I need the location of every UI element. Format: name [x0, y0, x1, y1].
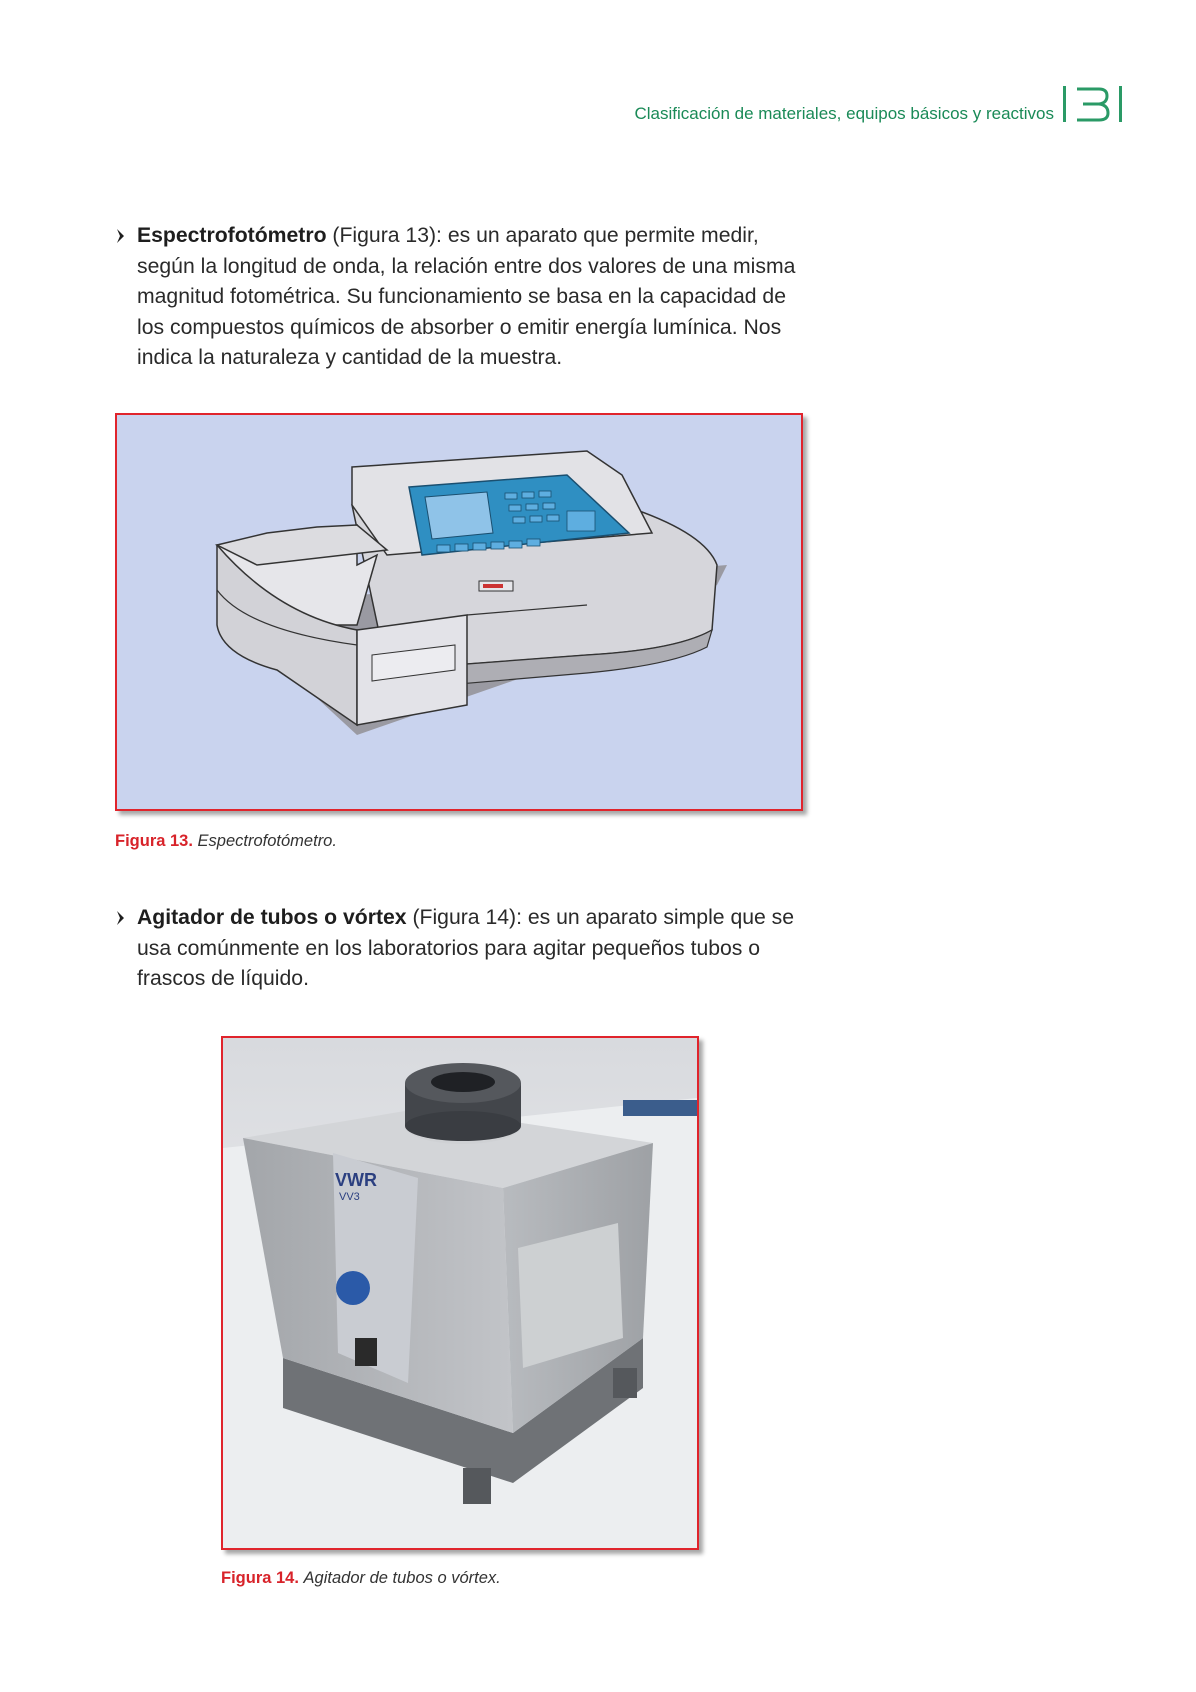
figure-label: Figura 14.: [221, 1569, 299, 1587]
figure-caption-text: Espectrofotómetro.: [197, 832, 337, 850]
term-espectrofotometro: Espectrofotómetro: [137, 224, 327, 247]
paragraph-text: : es un aparato que permite medir, según la longitud de onda, la relación entre dos valores de una misma magnitud fotométrica. Su funcionamiento se basa en la capacidad de los compuestos químicos de absorber o emitir energía lumínica. Nos indica la naturaleza y cantidad de la muestra.: [137, 224, 796, 369]
chapter-title: Clasificación de materiales, equipos básicos y reactivos: [634, 104, 1054, 123]
paragraph-espectrofotometro: [137, 221, 802, 374]
figure-13-caption: [115, 832, 337, 851]
figure-ref: (Figura 13): [326, 224, 437, 247]
vortex-mixer-photo: [223, 1038, 697, 1548]
figure-13-image: [115, 413, 803, 811]
svg-text:VV3: VV3: [339, 1191, 360, 1203]
figure-caption-text: Agitador de tubos o vórtex.: [303, 1569, 501, 1587]
figure-ref: (Figura 14): [406, 906, 517, 929]
svg-text:VWR: VWR: [335, 1170, 377, 1190]
figure-14-photo: [221, 1036, 699, 1550]
term-vortex: Agitador de tubos o vórtex: [137, 906, 407, 929]
figure-label: Figura 13.: [115, 832, 193, 850]
spectrophotometer-illustration: [117, 415, 801, 809]
paragraph-text: : es un aparato simple que se usa comúnmente en los laboratorios para agitar pequeños tubos o frascos de líquido.: [137, 906, 795, 990]
chevron-right-icon: [115, 228, 127, 244]
page-number: [1063, 86, 1133, 122]
paragraph-vortex: [137, 903, 802, 995]
figure-14-caption: [221, 1569, 501, 1588]
chevron-right-icon: [115, 910, 127, 926]
